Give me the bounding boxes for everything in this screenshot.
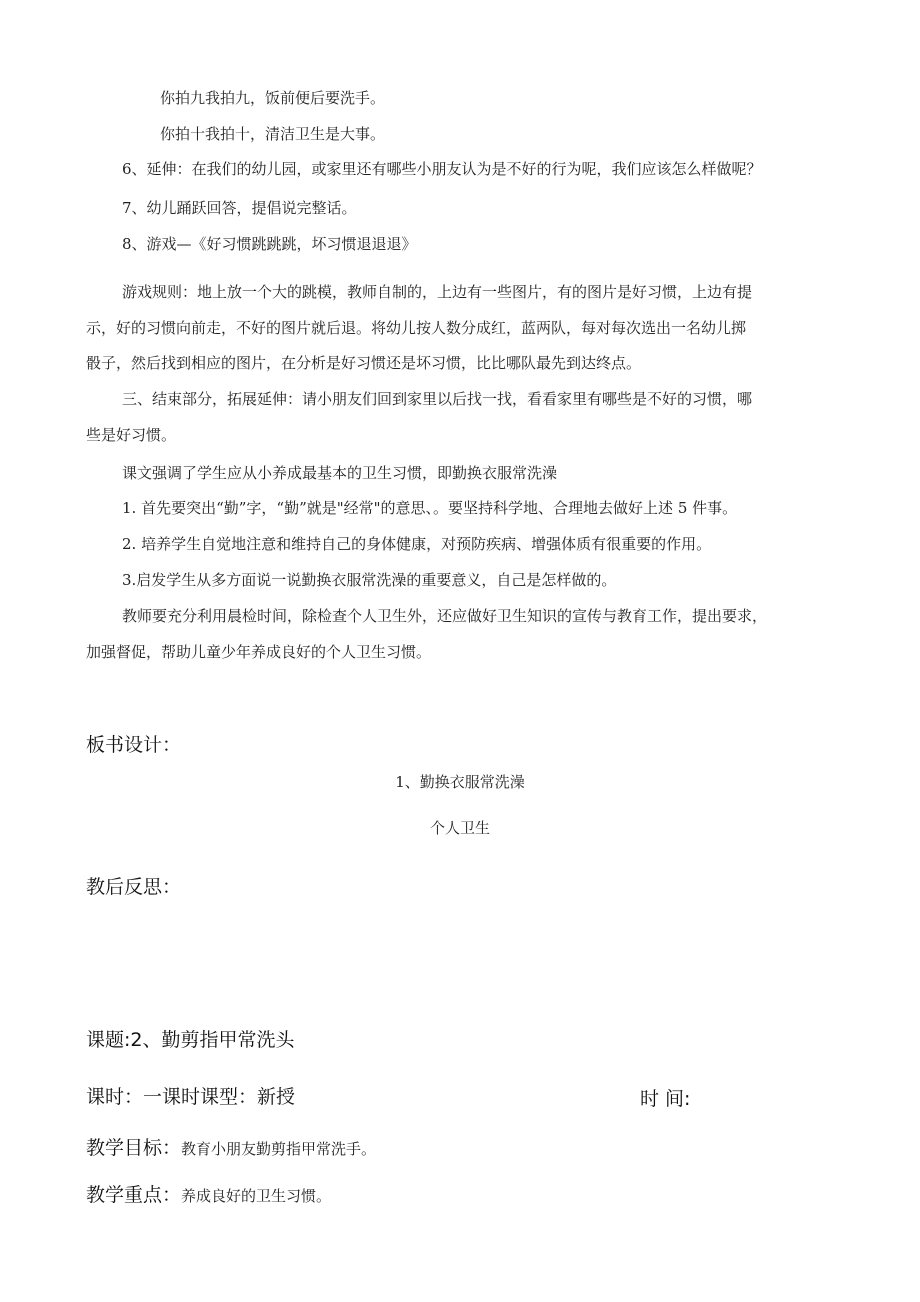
step-7: 7、幼儿踊跃回答，提倡说完整话。 [122, 199, 357, 217]
next-lesson-period: 课时：一课时课型：新授 [86, 1086, 296, 1108]
game-rules-line-3: 骰子，然后找到相应的图片，在分析是好习惯还是坏习惯，比比哪队最先到达终点。 [86, 354, 642, 372]
game-rules-line-2: 示，好的习惯向前走，不好的图片就后退。将幼儿按人数分成红，蓝两队，每对每次选出一名幼儿掷 [86, 319, 747, 337]
game-rules-line-1: 游戏规则：地上放一个大的跳模，教师自制的，上边有一些图片，有的图片是好习惯，上边有提 [122, 283, 753, 301]
point-3: 3.启发学生从多方面说一说勤换衣服常洗澡的重要意义，自己是怎样做的。 [122, 571, 617, 589]
lesson-summary: 课文强调了学生应从小养成最基本的卫生习惯，即勤换衣服常洗澡 [122, 464, 558, 482]
reflection-heading: 教后反思： [86, 876, 182, 898]
point-1: 1. 首先要突出“勤”字，“勤”就是"经常"的意思、。要坚持科学地、合理地去做好上述 5 件事。 [122, 499, 738, 517]
teacher-note-line-1: 教师要充分利用晨检时间，除检查个人卫生外，还应做好卫生知识的宣传与教育工作，提出要求， [122, 607, 768, 625]
teaching-goal-text: 教育小朋友勤剪指甲常洗手。 [181, 1140, 377, 1158]
point-2: 2. 培养学生自觉地注意和维持自己的身体健康，对预防疾病、增强体质有很重要的作用。 [122, 535, 712, 553]
teaching-focus [86, 1183, 331, 1208]
next-lesson-time-label: 时 间: [640, 1088, 691, 1110]
teacher-note-line-2: 加强督促，帮助儿童少年养成良好的个人卫生习惯。 [86, 643, 432, 661]
step-6: 6、延伸：在我们的幼儿园，或家里还有哪些小朋友认为是不好的行为呢，我们应该怎么样做呢？ [122, 160, 762, 178]
teaching-focus-label: 教学重点： [86, 1184, 182, 1206]
ending-line-1: 三、结束部分，拓展延伸：请小朋友们回到家里以后找一找，看看家里有哪些是不好的习惯，哪 [122, 390, 753, 408]
board-line-1: 1、勤换衣服常洗澡 [395, 773, 525, 791]
teaching-goal [86, 1136, 376, 1161]
board-heading: 板书设计： [86, 734, 182, 756]
board-line-2: 个人卫生 [429, 819, 490, 837]
ending-line-2: 些是好习惯。 [86, 426, 177, 444]
step-8: 8、游戏—《好习惯跳跳跳，坏习惯退退退》 [122, 235, 417, 253]
teaching-focus-text: 养成良好的卫生习惯。 [181, 1187, 332, 1205]
teaching-goal-label: 教学目标： [86, 1137, 182, 1159]
rhyme-line-10: 你拍十我拍十，清洁卫生是大事。 [160, 125, 386, 143]
next-lesson-title: 课题:2、勤剪指甲常洗头 [86, 1029, 295, 1051]
rhyme-line-9: 你拍九我拍九，饭前便后要洗手。 [160, 89, 386, 107]
